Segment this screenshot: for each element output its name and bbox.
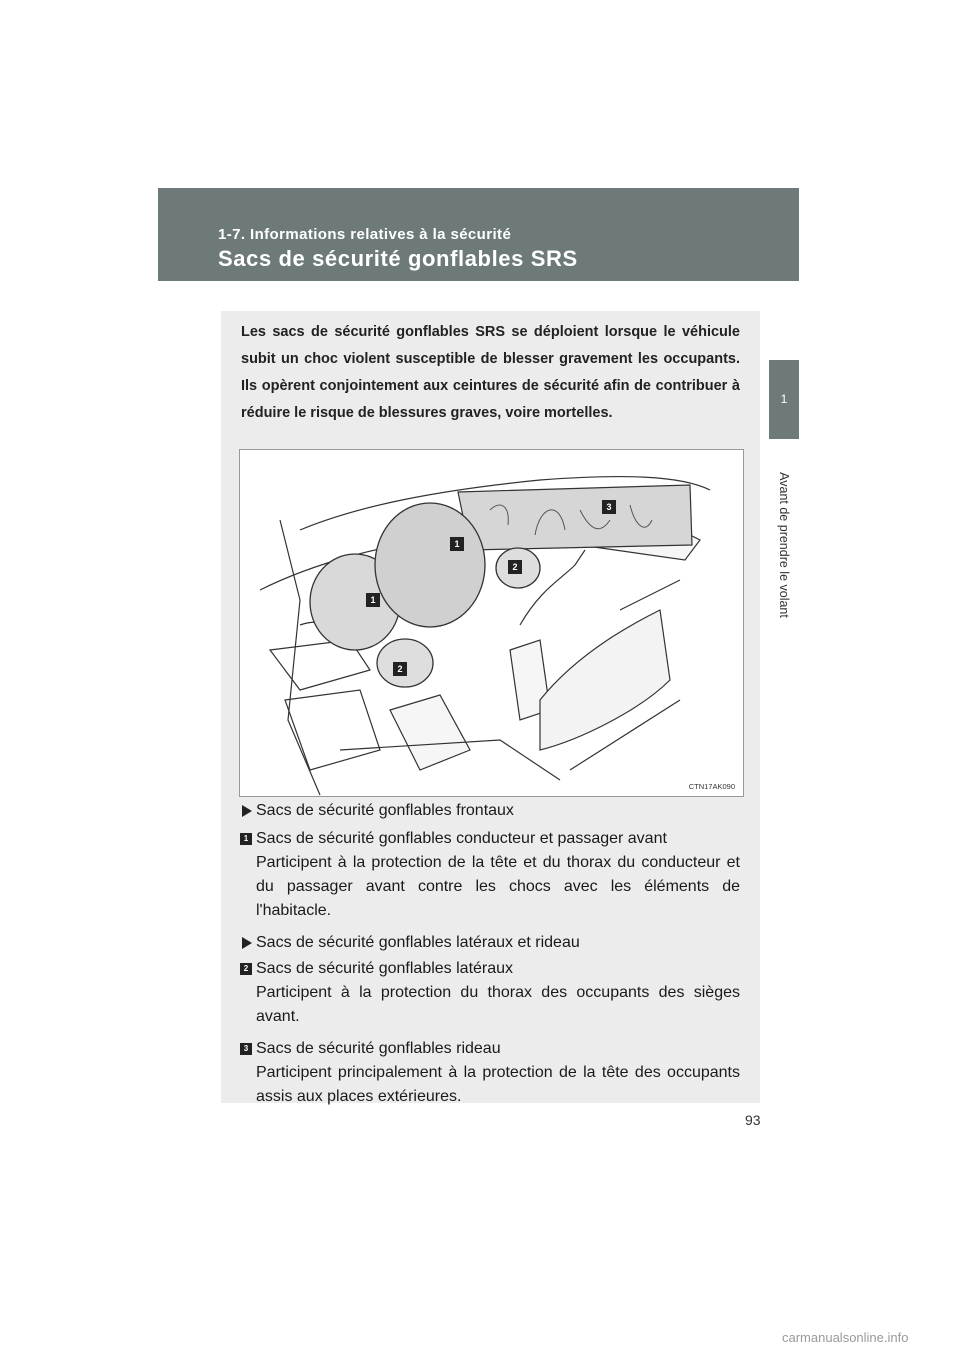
- arrow-icon: [242, 805, 252, 817]
- list-item-text: Sacs de sécurité gonflables conducteur et passager avant: [256, 830, 667, 847]
- watermark: carmanualsonline.info: [782, 1330, 909, 1345]
- list-item-text: Sacs de sécurité gonflables latéraux et rideau: [256, 934, 580, 951]
- page-title: Sacs de sécurité gonflables SRS: [218, 246, 578, 271]
- chapter-tab-divider: [769, 438, 799, 439]
- list-item-description: Participent à la protection de la tête et du thorax du conducteur et du passager avant contre les chocs avec les éléments de l'habitacle.: [256, 854, 740, 919]
- section-header: [158, 188, 799, 281]
- callout-3-curtain: 3: [602, 500, 616, 514]
- chapter-number: 1: [780, 392, 788, 406]
- number-3-icon: 3: [240, 1043, 252, 1055]
- callout-1-driver: 1: [366, 593, 380, 607]
- side-tab-header: [769, 188, 799, 281]
- section-title: 1-7. Informations relatives à la sécurité: [218, 226, 512, 243]
- number-1-icon: 1: [240, 833, 252, 845]
- chapter-tab: [769, 360, 799, 438]
- list-item-description: Participent principalement à la protection de la tête des occupants assis aux places extérieures.: [256, 1064, 740, 1105]
- callout-2-passenger-side: 2: [508, 560, 522, 574]
- chapter-label: Avant de prendre le volant: [777, 472, 791, 618]
- airbag-illustration: [239, 449, 744, 797]
- car-interior-drawing: [240, 450, 743, 796]
- content-box: [221, 311, 760, 1103]
- intro-paragraph: Les sacs de sécurité gonflables SRS se déploient lorsque le véhicule subit un choc violent susceptible de blesser gravement les occupants. Ils opèrent conjointement aux ceintures de sécurité afin de contribuer à réduire le risque de blessures graves, voire mortelles.: [241, 324, 740, 421]
- callout-1-passenger: 1: [450, 537, 464, 551]
- callout-2-driver-side: 2: [393, 662, 407, 676]
- list-item-text: Sacs de sécurité gonflables frontaux: [256, 802, 514, 819]
- number-2-icon: 2: [240, 963, 252, 975]
- page-number: 93: [745, 1112, 761, 1128]
- list-item-text: Sacs de sécurité gonflables latéraux: [256, 960, 514, 977]
- list-item-description: Participent à la protection du thorax des occupants des sièges avant.: [256, 984, 740, 1025]
- arrow-icon: [242, 937, 252, 949]
- list-item-text: Sacs de sécurité gonflables rideau: [256, 1040, 501, 1057]
- figure-code: CTN17AK090: [688, 782, 735, 791]
